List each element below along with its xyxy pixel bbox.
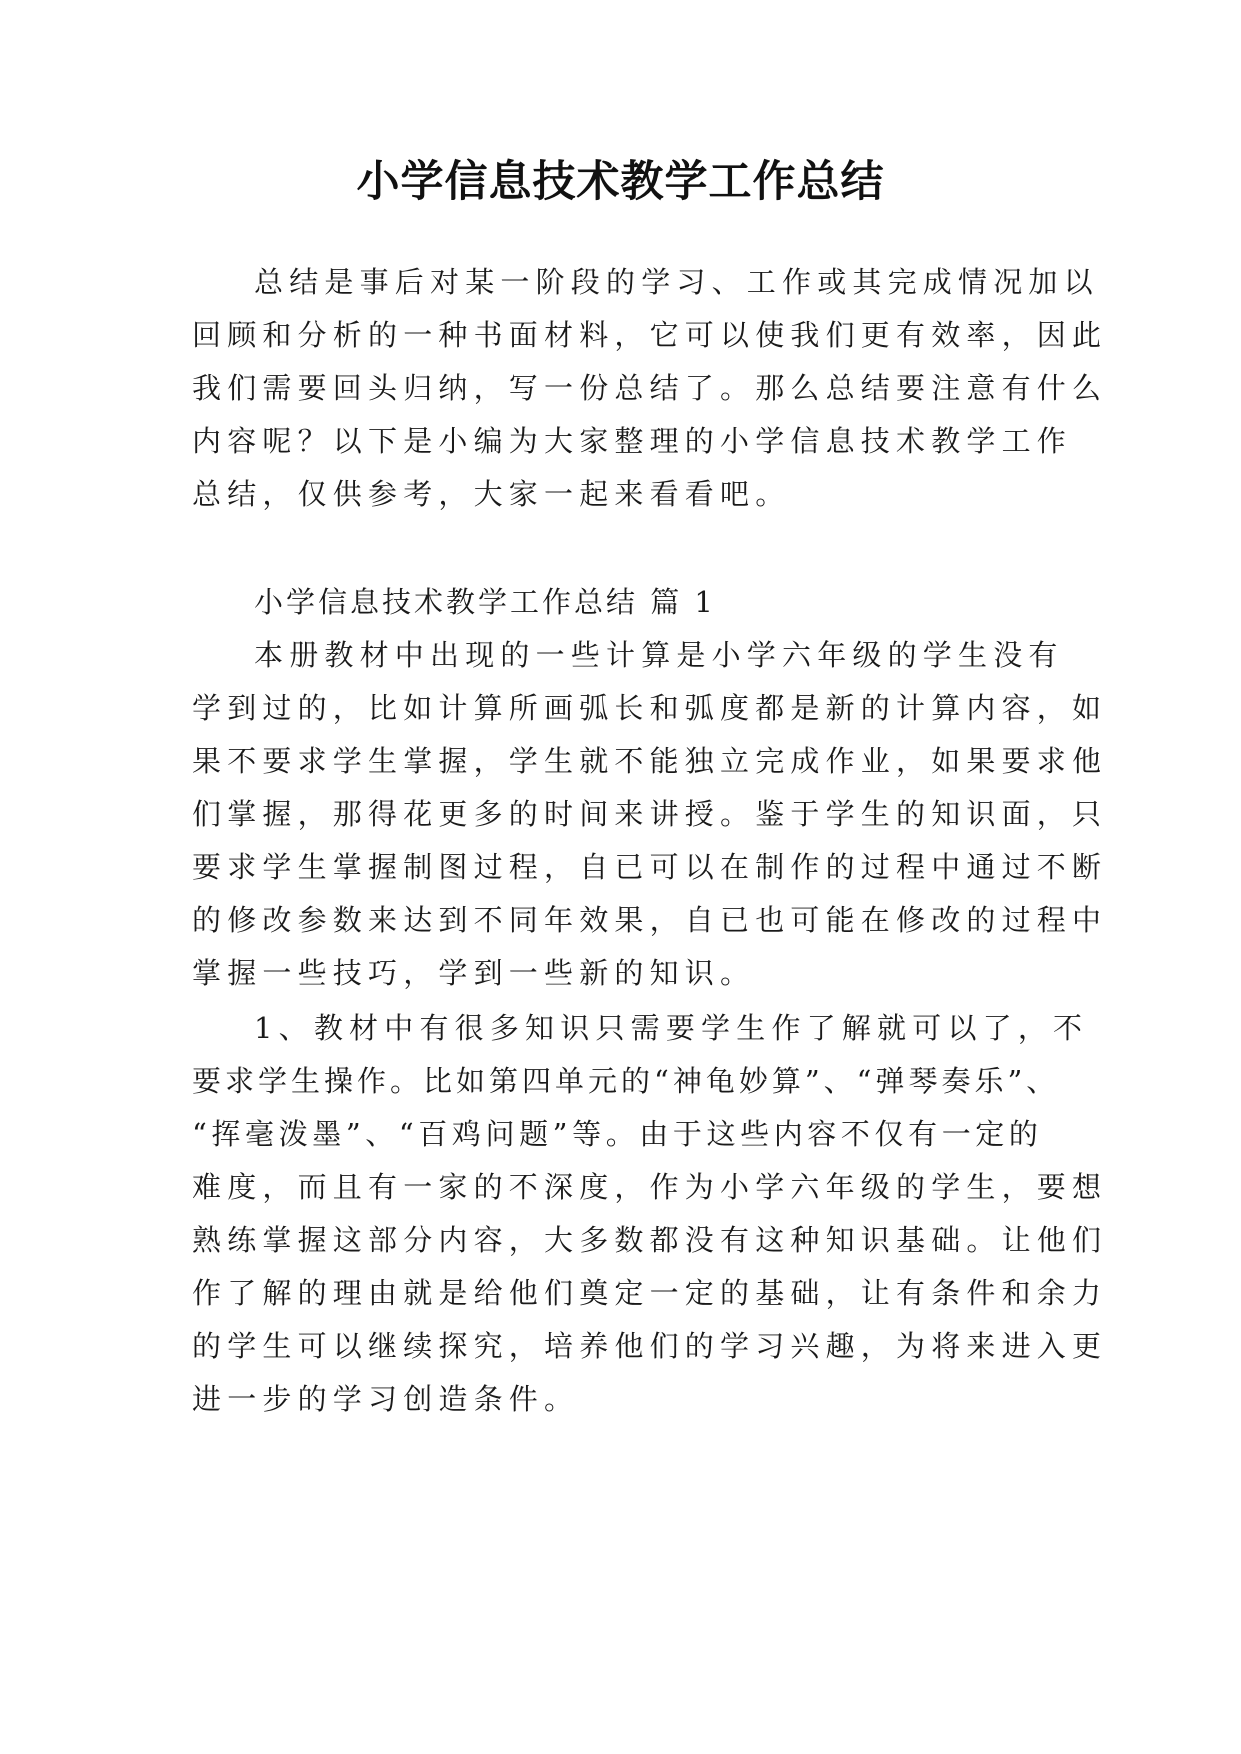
intro-line: 总结，仅供参考，大家一起来看看吧。 xyxy=(192,477,791,511)
paragraph-line: 学到过的，比如计算所画弧长和弧度都是新的计算内容，如 xyxy=(192,691,1108,725)
paragraph-line: 本册教材中出现的一些计算是小学六年级的学生没有 xyxy=(254,638,1064,672)
paragraph-line: 作了解的理由就是给他们奠定一定的基础，让有条件和余力 xyxy=(192,1276,1108,1310)
intro-line: 内容呢？以下是小编为大家整理的小学信息技术教学工作 xyxy=(192,424,1073,458)
paragraph-line: 掌握一些技巧，学到一些新的知识。 xyxy=(192,956,756,990)
intro-line: 回顾和分析的一种书面材料，它可以使我们更有效率，因此 xyxy=(192,318,1108,352)
paragraph-line: 的学生可以继续探究，培养他们的学习兴趣，为将来进入更 xyxy=(192,1329,1108,1363)
paragraph-line: 要求学生掌握制图过程，自已可以在制作的过程中通过不断 xyxy=(192,850,1108,884)
intro-line: 我们需要回头归纳，写一份总结了。那么总结要注意有什么 xyxy=(192,371,1108,405)
paragraph-line: “挥毫泼墨”、“百鸡问题”等。由于这些内容不仅有一定的 xyxy=(192,1117,1043,1151)
paragraph-line: 进一步的学习创造条件。 xyxy=(192,1382,580,1416)
paragraph-line: 1、教材中有很多知识只需要学生作了解就可以了，不 xyxy=(254,1011,1089,1045)
document-title: 小学信息技术教学工作总结 xyxy=(356,157,885,207)
paragraph-line: 熟练掌握这部分内容，大多数都没有这种知识基础。让他们 xyxy=(192,1223,1108,1257)
paragraph-line: 果不要求学生掌握，学生就不能独立完成作业，如果要求他 xyxy=(192,744,1108,778)
paragraph-line: 的修改参数来达到不同年效果，自已也可能在修改的过程中 xyxy=(192,903,1108,937)
paragraph-line: 们掌握，那得花更多的时间来讲授。鉴于学生的知识面，只 xyxy=(192,797,1108,831)
paragraph-line: 要求学生操作。比如第四单元的“神龟妙算”、“弹琴奏乐”、 xyxy=(192,1064,1060,1098)
intro-line: 总结是事后对某一阶段的学习、工作或其完成情况加以 xyxy=(254,265,1099,299)
paragraph-line: 难度，而且有一家的不深度，作为小学六年级的学生，要想 xyxy=(192,1170,1108,1204)
section-heading: 小学信息技术教学工作总结 篇 1 xyxy=(254,585,716,619)
